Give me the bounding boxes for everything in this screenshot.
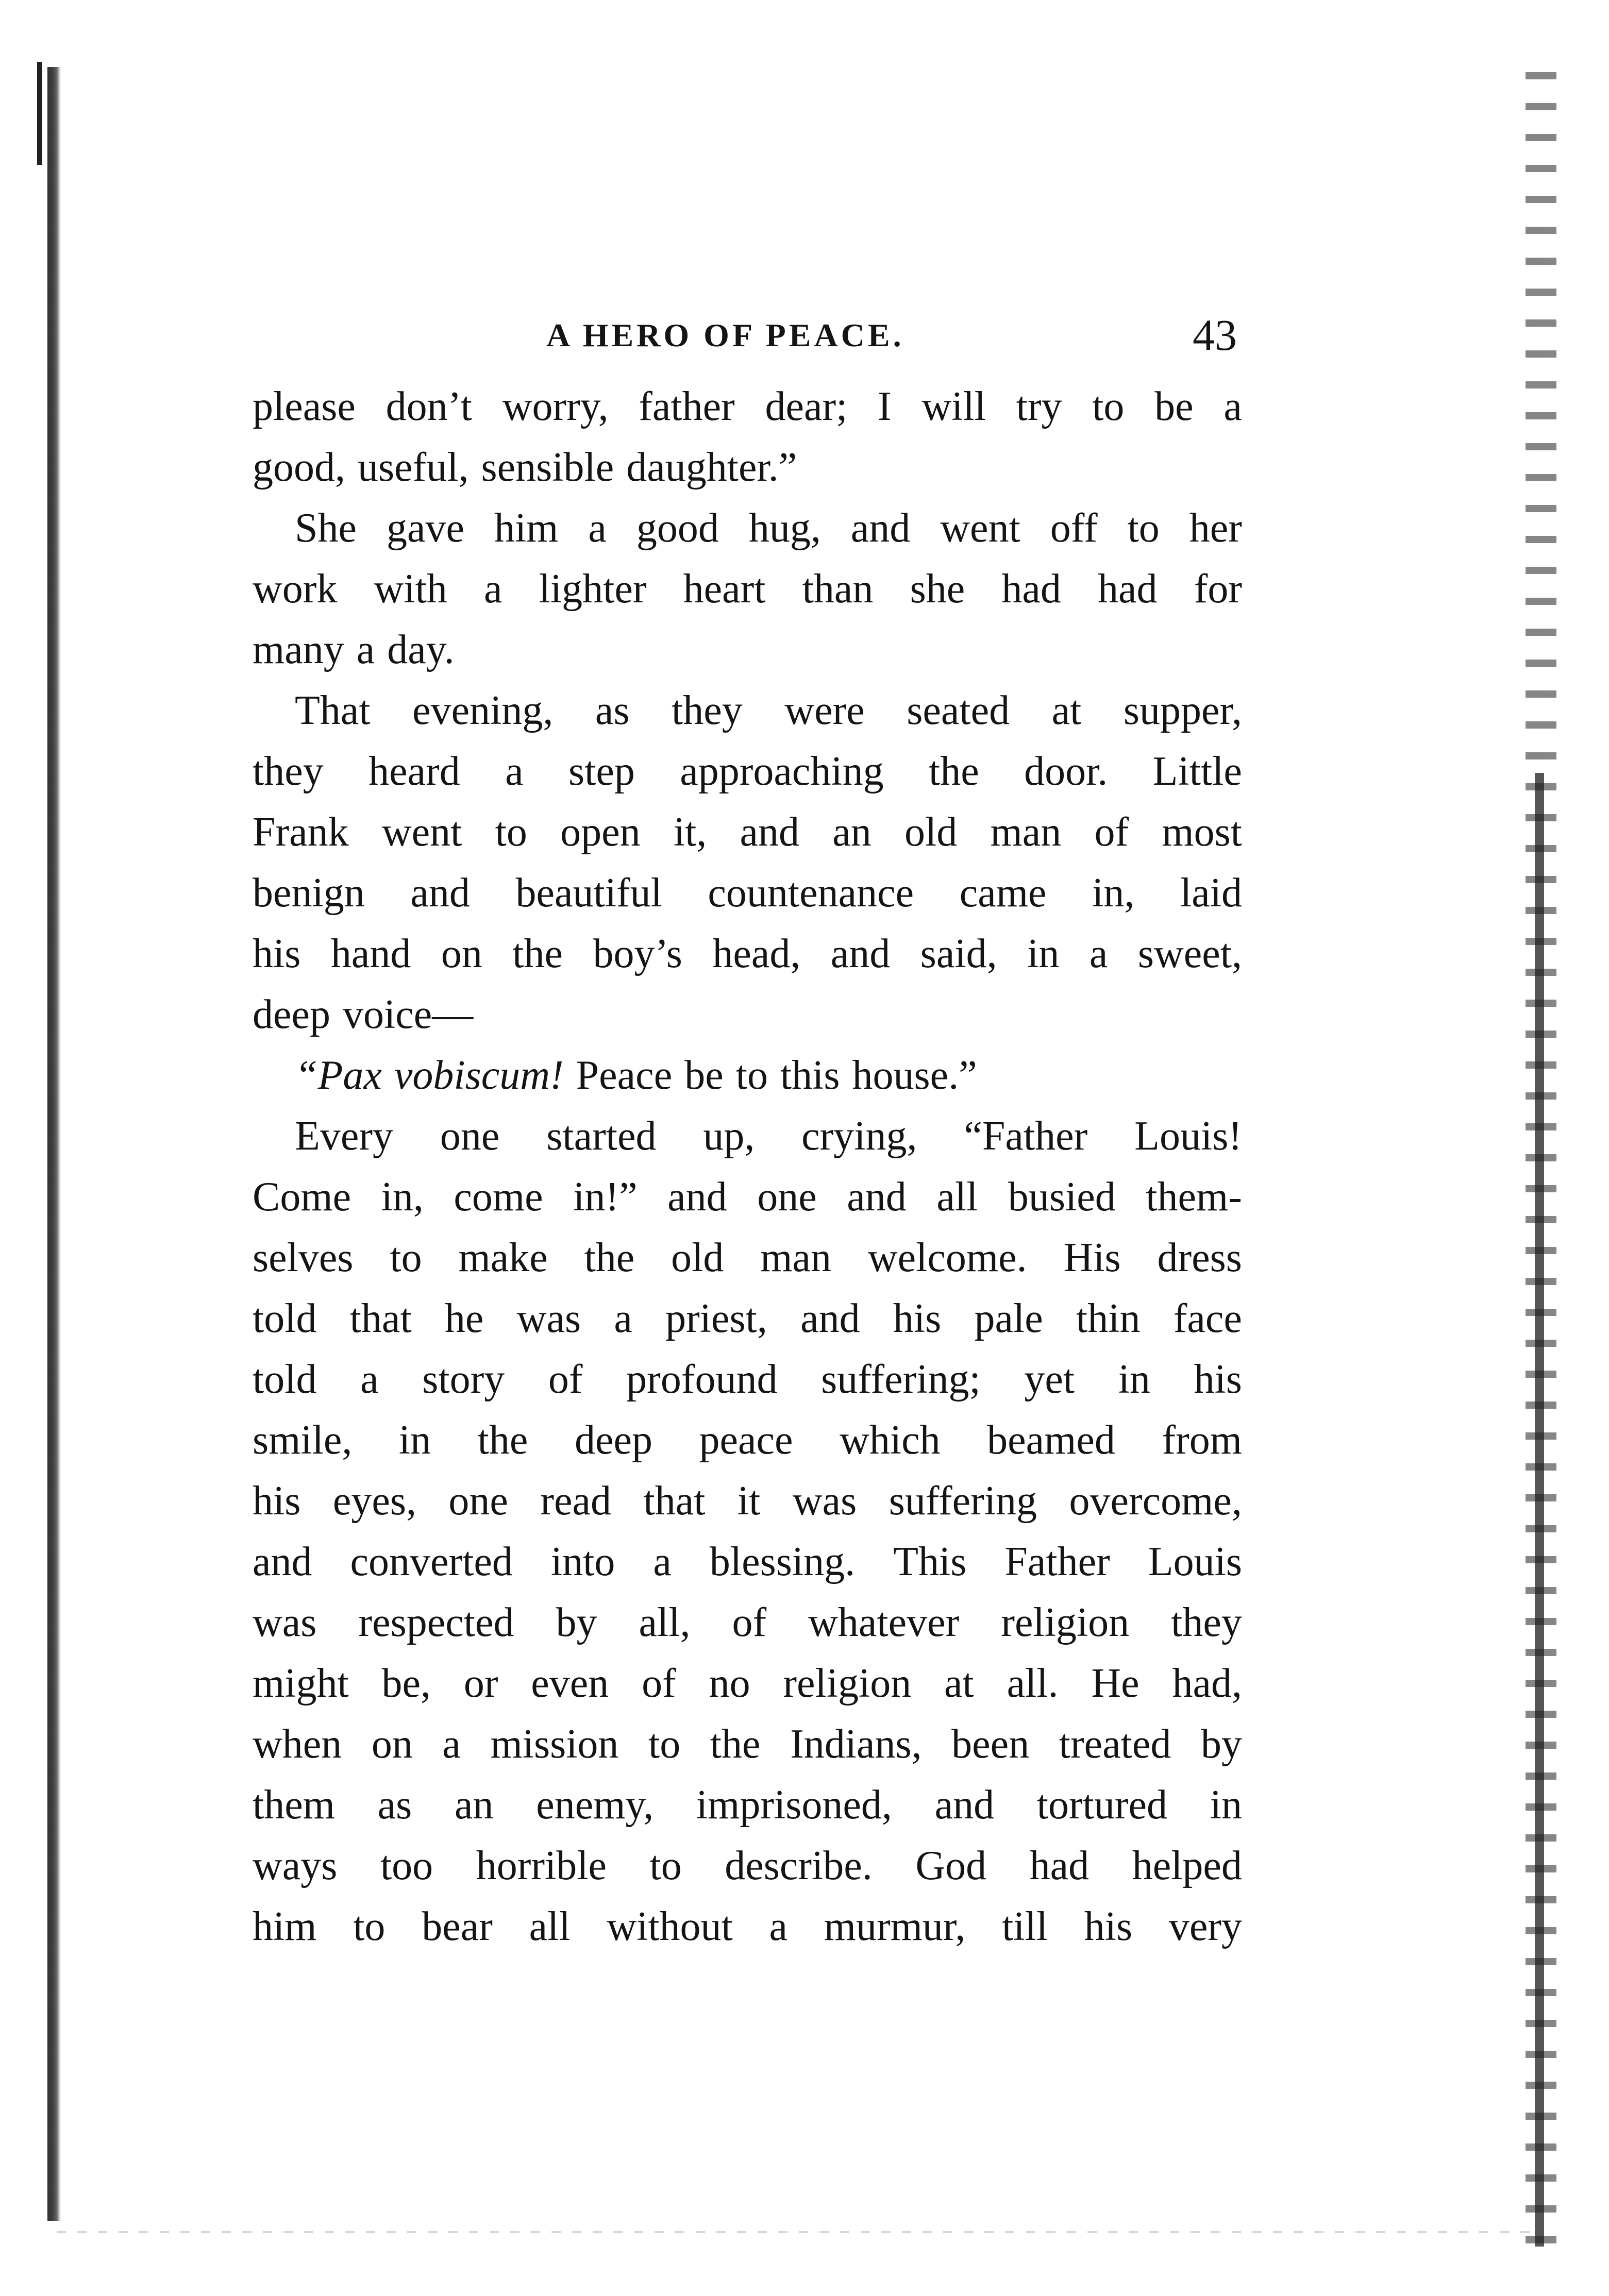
word: yet (1024, 1357, 1075, 1402)
word: try (1016, 384, 1062, 429)
word: had, (1172, 1661, 1242, 1706)
word: story (422, 1357, 505, 1402)
text-line (253, 923, 1242, 984)
word: He (1091, 1661, 1139, 1706)
word: boy’s (593, 931, 682, 976)
word: his (1194, 1357, 1242, 1402)
word: very (1168, 1904, 1242, 1949)
word: a (1089, 931, 1108, 976)
word: Peace (576, 1053, 673, 1098)
word: into (550, 1539, 615, 1584)
word: to (353, 1904, 386, 1949)
word: his (253, 931, 301, 976)
word: useful, (358, 445, 469, 490)
word: countenance (708, 870, 914, 916)
word: selves (253, 1235, 354, 1280)
word: suffering (889, 1478, 1037, 1524)
word: that (643, 1478, 706, 1524)
text-line (253, 376, 1242, 437)
word: came (959, 870, 1047, 916)
word: the (477, 1417, 528, 1463)
word: been (951, 1721, 1030, 1767)
scan-edge-right-bar (1535, 773, 1544, 2247)
word: a (442, 1721, 461, 1767)
word: man (760, 1235, 831, 1280)
word: to (1092, 384, 1125, 429)
word: a (505, 749, 524, 794)
word: started (546, 1113, 657, 1159)
word: will (921, 384, 986, 429)
text-line (253, 741, 1242, 802)
word: this (780, 1053, 840, 1098)
word: “Pax (295, 1053, 382, 1098)
word: approaching (680, 749, 884, 794)
word: don’t (386, 384, 473, 429)
word: She (295, 505, 357, 551)
word: was (253, 1600, 317, 1645)
text-line (253, 1714, 1242, 1775)
word: at (1051, 688, 1082, 733)
text-line (253, 498, 1242, 559)
word: old (671, 1235, 724, 1280)
word: murmur, (824, 1904, 966, 1949)
word: good (636, 505, 719, 551)
word: deep (574, 1417, 652, 1463)
word: horrible (476, 1843, 607, 1888)
word: please (253, 384, 356, 429)
word: the (710, 1721, 761, 1767)
word: That (295, 688, 371, 733)
word: told (253, 1357, 317, 1402)
word: him (494, 505, 559, 551)
word: all. (1007, 1661, 1059, 1706)
word: sensible (481, 445, 614, 490)
word: Louis! (1134, 1113, 1242, 1159)
word: off (1050, 505, 1098, 551)
word: This (893, 1539, 967, 1584)
word: door. (1024, 749, 1108, 794)
word: supper, (1123, 688, 1242, 733)
word: a (769, 1904, 788, 1949)
word: the (584, 1235, 635, 1280)
word: she (910, 566, 965, 612)
word: it, (673, 809, 707, 855)
word: God (915, 1843, 987, 1888)
word: beamed (987, 1417, 1115, 1463)
word: face (1173, 1296, 1242, 1341)
running-title: A HERO OF PEACE. (546, 317, 904, 353)
text-line (253, 863, 1242, 923)
text-line (253, 559, 1242, 619)
word: with (374, 566, 447, 612)
word: a (588, 505, 607, 551)
text-line (253, 1349, 1242, 1410)
word: father (639, 384, 735, 429)
word: in (398, 1417, 431, 1463)
word: had (1001, 566, 1061, 612)
word: good, (253, 445, 345, 490)
word: bear (422, 1904, 493, 1949)
word: her (1189, 505, 1242, 551)
word: voice— (343, 992, 474, 1037)
word: welcome. (867, 1235, 1027, 1280)
word: till (1002, 1904, 1048, 1949)
word: to (390, 1235, 422, 1280)
word: His (1063, 1235, 1121, 1280)
word: had (1029, 1843, 1090, 1888)
word: treated (1059, 1721, 1171, 1767)
word: was (792, 1478, 857, 1524)
word: to (1127, 505, 1160, 551)
text-line (253, 680, 1242, 741)
word: the (928, 749, 979, 794)
word: day. (387, 627, 455, 672)
word: eyes, (332, 1478, 416, 1524)
word: no (709, 1661, 750, 1706)
word: one (448, 1478, 508, 1524)
word: his (893, 1296, 942, 1341)
text-line (253, 1106, 1242, 1167)
word: man (990, 809, 1062, 855)
text-line (253, 1531, 1242, 1592)
word: by (556, 1600, 597, 1645)
word: house.” (852, 1053, 977, 1098)
word: and (253, 1539, 312, 1584)
word: step (568, 749, 635, 794)
word: when (253, 1721, 342, 1767)
word: thin (1076, 1296, 1141, 1341)
word: be (684, 1053, 724, 1098)
word: all (529, 1904, 571, 1949)
text-line (253, 619, 1242, 680)
text-line (253, 1896, 1242, 1957)
word: of (732, 1600, 767, 1645)
word: overcome, (1069, 1478, 1242, 1524)
word: hug, (748, 505, 821, 551)
word: at (944, 1661, 974, 1706)
word: and (830, 931, 891, 976)
word: a (614, 1296, 632, 1341)
word: beautiful (515, 870, 662, 916)
text-line (253, 1471, 1242, 1531)
word: on (441, 931, 482, 976)
word: open (560, 809, 641, 855)
word: in (1118, 1357, 1150, 1402)
word: of (548, 1357, 583, 1402)
word: of (1094, 809, 1129, 855)
word: most (1162, 809, 1242, 855)
word: of (642, 1661, 676, 1706)
word: read (540, 1478, 612, 1524)
word: from (1162, 1417, 1242, 1463)
word: seated (907, 688, 1010, 733)
word: hand (330, 931, 411, 976)
word: his (253, 1478, 301, 1524)
scan-bottom-edge (57, 2231, 1531, 2233)
word: said, (920, 931, 997, 976)
word: were (784, 688, 865, 733)
text-line (253, 1167, 1242, 1227)
word: benign (253, 870, 365, 916)
word: than (802, 566, 874, 612)
word: smile, (253, 1417, 353, 1463)
text-line (253, 1045, 1242, 1106)
word: he (444, 1296, 484, 1341)
word: I (878, 384, 892, 429)
word: one (440, 1113, 500, 1159)
body-text (253, 376, 1242, 2025)
word: Father (1004, 1539, 1110, 1584)
word: for (1194, 566, 1242, 612)
word: dress (1157, 1235, 1242, 1280)
word: Every (295, 1113, 394, 1159)
text-line (253, 1227, 1242, 1288)
word: a (653, 1539, 672, 1584)
word: religion (783, 1661, 912, 1706)
page-number: 43 (1193, 310, 1237, 360)
word: peace (699, 1417, 793, 1463)
word: a (483, 566, 502, 612)
word: and (934, 1782, 995, 1828)
word: sweet, (1137, 931, 1242, 976)
word: worry, (502, 384, 609, 429)
word: they (253, 749, 324, 794)
word: all, (639, 1600, 691, 1645)
word: they (672, 688, 743, 733)
word: priest, (665, 1296, 767, 1341)
word: lighter (539, 566, 647, 612)
word: Little (1152, 749, 1242, 794)
text-line (253, 437, 1242, 498)
word: an (832, 809, 871, 855)
word: to (649, 1843, 682, 1888)
word: heart (683, 566, 766, 612)
word: up, (703, 1113, 755, 1159)
word: busied (1008, 1174, 1116, 1220)
word: religion (1001, 1600, 1130, 1645)
word: too (380, 1843, 433, 1888)
word: was (516, 1296, 581, 1341)
word: a (356, 627, 375, 672)
word: many (253, 627, 344, 672)
word: tortured (1036, 1782, 1168, 1828)
word: laid (1180, 870, 1242, 916)
word: suffering; (821, 1357, 981, 1402)
word: even (531, 1661, 609, 1706)
text-line (253, 1592, 1242, 1653)
word: imprisoned, (696, 1782, 892, 1828)
word: that (349, 1296, 412, 1341)
word: crying, (801, 1113, 917, 1159)
word: pale (974, 1296, 1043, 1341)
word: his (1084, 1904, 1133, 1949)
word: had (1098, 566, 1158, 612)
word: “Father (964, 1113, 1088, 1159)
word: in (1027, 931, 1060, 976)
text-line (253, 984, 1242, 1045)
word: to (735, 1053, 768, 1098)
text-line (253, 1288, 1242, 1349)
word: enemy, (536, 1782, 654, 1828)
word: without (607, 1904, 733, 1949)
word: told (253, 1296, 317, 1341)
word: Come (253, 1174, 351, 1220)
word: it (737, 1478, 761, 1524)
word: went (940, 505, 1020, 551)
word: dear; (765, 384, 848, 429)
word: describe. (725, 1843, 873, 1888)
word: the (512, 931, 563, 976)
word: a (1223, 384, 1242, 429)
word: all (936, 1174, 978, 1220)
word: a (360, 1357, 379, 1402)
word: in, (381, 1174, 424, 1220)
word: him (253, 1904, 317, 1949)
word: to (648, 1721, 681, 1767)
word: deep (253, 992, 331, 1037)
text-line (253, 802, 1242, 863)
word: might (253, 1661, 349, 1706)
word: heard (368, 749, 460, 794)
word: by (1200, 1721, 1242, 1767)
page-header (258, 309, 1237, 366)
word: be (1154, 384, 1194, 429)
word: and (847, 1174, 907, 1220)
word: profound (626, 1357, 778, 1402)
word: whatever (808, 1600, 960, 1645)
word: and (667, 1174, 727, 1220)
word: make (458, 1235, 548, 1280)
word: in, (1092, 870, 1135, 916)
word: on (371, 1721, 413, 1767)
word: come (454, 1174, 543, 1220)
word: as (595, 688, 630, 733)
word: Louis (1148, 1539, 1242, 1584)
word: daughter.” (626, 445, 797, 490)
word: them- (1146, 1174, 1242, 1220)
word: and (850, 505, 911, 551)
word: gave (386, 505, 464, 551)
word: mission (490, 1721, 619, 1767)
word: blessing. (709, 1539, 856, 1584)
word: one (757, 1174, 817, 1220)
word: Indians, (790, 1721, 922, 1767)
text-line (253, 1835, 1242, 1896)
word: converted (350, 1539, 513, 1584)
word: or (463, 1661, 498, 1706)
word: and (800, 1296, 860, 1341)
word: they (1171, 1600, 1242, 1645)
word: and (410, 870, 470, 916)
word: be, (381, 1661, 431, 1706)
word: and (740, 809, 800, 855)
word: ways (253, 1843, 338, 1888)
word: went (381, 809, 462, 855)
word: in!” (573, 1174, 638, 1220)
text-line (253, 1775, 1242, 1835)
scan-binding-mark (37, 62, 42, 165)
word: an (454, 1782, 494, 1828)
word: as (377, 1782, 412, 1828)
word: which (840, 1417, 941, 1463)
word: to (495, 809, 527, 855)
word: in (1210, 1782, 1242, 1828)
scan-binding-edge-left (47, 67, 61, 2221)
text-line (253, 1653, 1242, 1714)
word: head, (712, 931, 801, 976)
word: helped (1132, 1843, 1242, 1888)
word: work (253, 566, 338, 612)
word: old (904, 809, 958, 855)
word: vobiscum! (394, 1053, 564, 1098)
word: them (253, 1782, 335, 1828)
word: respected (358, 1600, 514, 1645)
word: Frank (253, 809, 349, 855)
text-line (253, 1410, 1242, 1471)
word: evening, (412, 688, 554, 733)
